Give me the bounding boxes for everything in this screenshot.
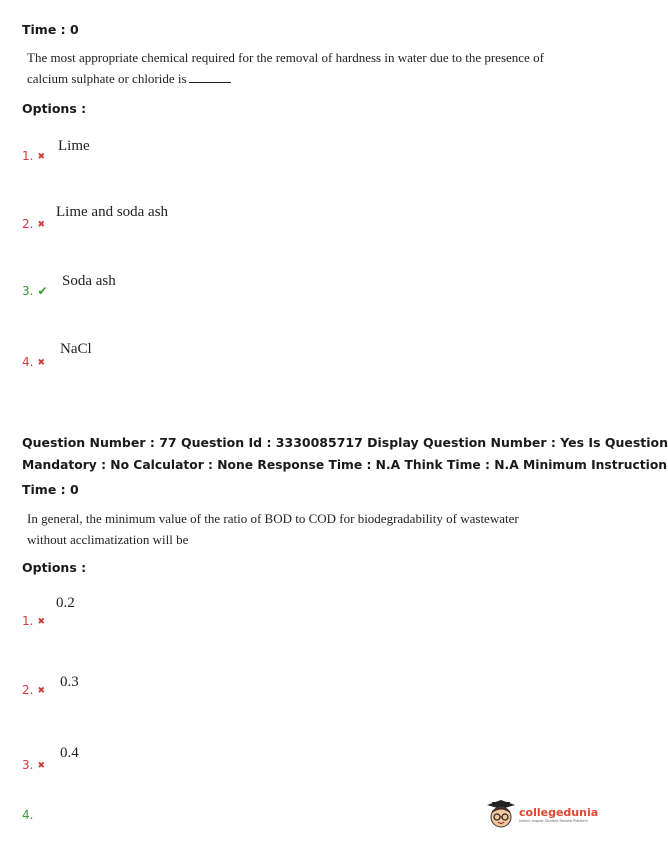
- q1-option-3-text: Soda ash: [62, 273, 116, 289]
- q1-option-3: [22, 284, 48, 298]
- q1-option-1: [22, 149, 45, 163]
- q2-question-line2: without acclimatization will be: [27, 532, 189, 547]
- cross-icon: ✖: [37, 617, 45, 627]
- cross-icon: ✖: [37, 358, 45, 368]
- option-number: 3.: [22, 284, 34, 298]
- option-number: 3.: [22, 758, 34, 772]
- q1-option-2: [22, 217, 45, 231]
- check-icon: ✔: [37, 284, 48, 298]
- q2-option-3-text: 0.4: [60, 745, 79, 761]
- option-number: 4.: [22, 808, 34, 822]
- student-mascot-icon: [486, 800, 516, 830]
- q2-option-1-text: 0.2: [56, 595, 75, 611]
- collegedunia-logo: [486, 800, 598, 830]
- q2-option-2-text: 0.3: [60, 674, 79, 690]
- option-number: 1.: [22, 149, 34, 163]
- q2-options-label: Options :: [22, 560, 87, 575]
- q1-option-4-text: NaCl: [60, 341, 92, 357]
- q1-question-text: [27, 47, 567, 89]
- q2-option-4: [22, 808, 33, 822]
- option-number: 2.: [22, 683, 34, 697]
- q2-header-line1: Question Number : 77 Question Id : 3330085717 Display Question Number : Yes Is Question: [22, 435, 668, 450]
- q2-question-line1: In general, the minimum value of the ratio of BOD to COD for biodegradability of wastewater: [27, 511, 519, 526]
- option-number: 2.: [22, 217, 34, 231]
- logo-brand-text: collegedunia: [519, 805, 599, 819]
- q2-header-line2: Mandatory : No Calculator : None Response Time : N.A Think Time : N.A Minimum Instruction: [22, 458, 668, 472]
- q2-option-2: [22, 683, 45, 697]
- q1-question-line1: The most appropriate chemical required for the removal of hardness in water due to the presence of: [27, 50, 544, 65]
- q1-time-label: Time : 0: [22, 22, 79, 37]
- option-number: 1.: [22, 614, 34, 628]
- q2-option-1: [22, 614, 45, 628]
- q1-question-line2: calcium sulphate or chloride is: [27, 71, 187, 86]
- answer-blank: [189, 72, 231, 83]
- cross-icon: ✖: [37, 686, 45, 696]
- q2-option-3: [22, 758, 45, 772]
- q1-option-1-text: Lime: [58, 138, 90, 154]
- q1-option-4: [22, 355, 45, 369]
- q2-question-text: [27, 508, 567, 550]
- option-number: 4.: [22, 355, 34, 369]
- logo-tagline: India's largest Student Review Platform: [519, 818, 588, 823]
- q1-options-label: Options :: [22, 101, 87, 116]
- q1-option-2-text: Lime and soda ash: [56, 204, 169, 220]
- cross-icon: ✖: [37, 220, 45, 230]
- q2-time-label: Time : 0: [22, 482, 79, 497]
- cross-icon: ✖: [37, 761, 45, 771]
- cross-icon: ✖: [37, 152, 45, 162]
